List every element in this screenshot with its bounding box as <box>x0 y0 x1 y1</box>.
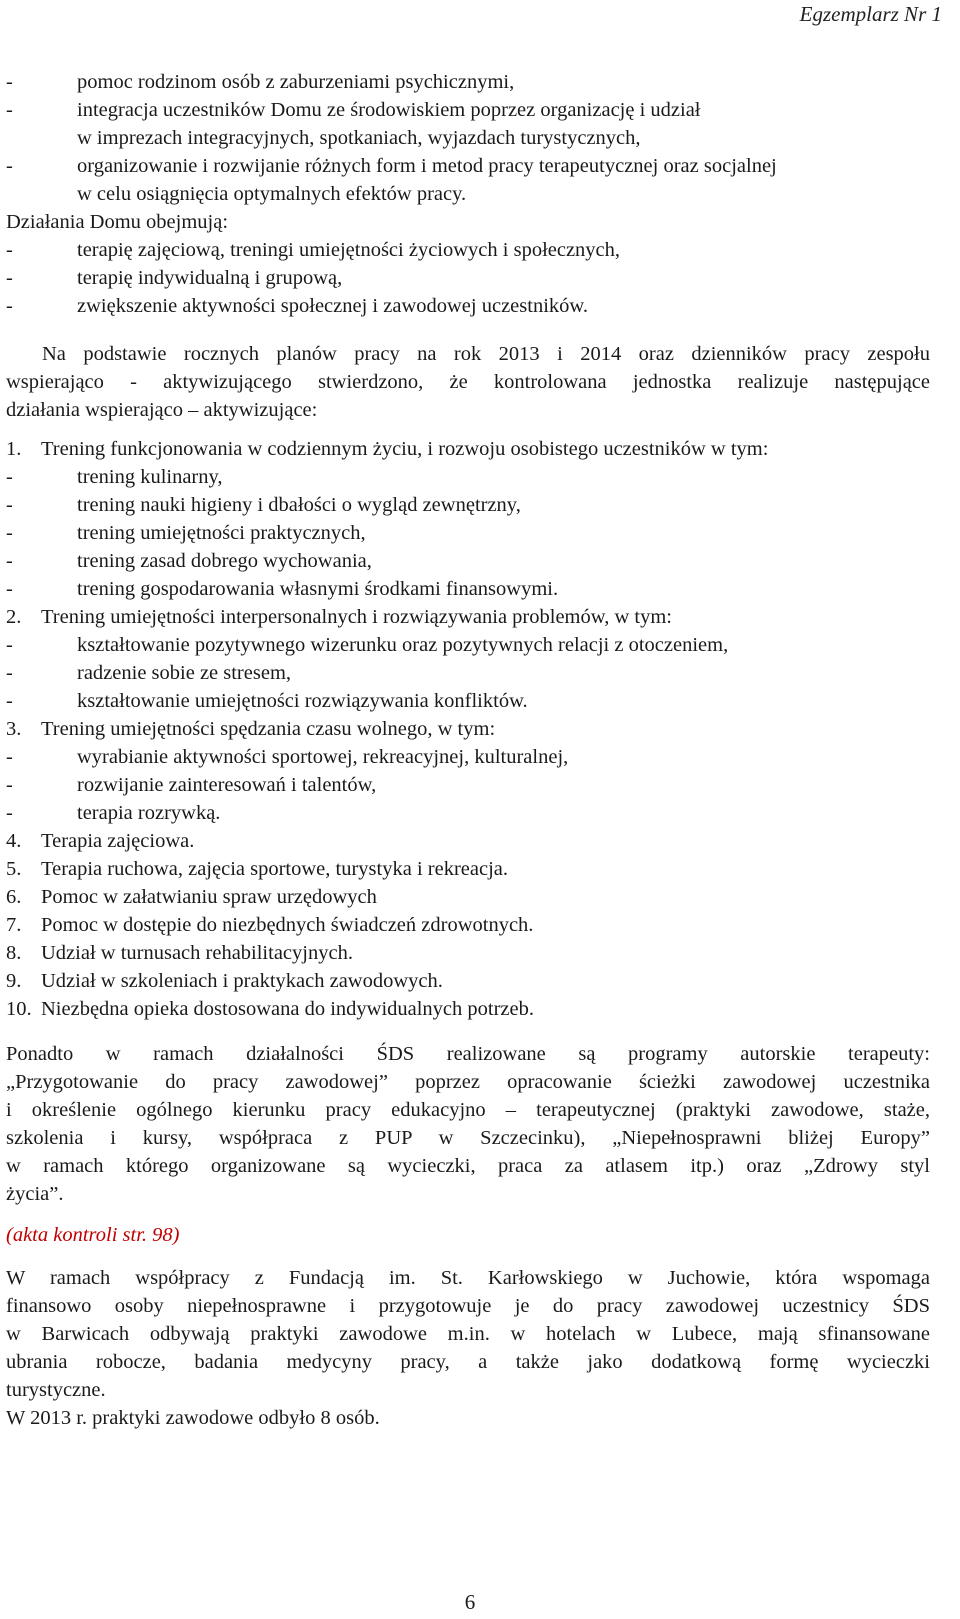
numbered-item <box>6 939 930 967</box>
list-item-text: organizowanie i rozwijanie różnych form i metod pracy terapeutycznej oraz socjalnej <box>77 155 777 177</box>
item-number: 6. <box>6 886 22 908</box>
sub-item <box>6 687 930 715</box>
item-number: 3. <box>6 718 22 740</box>
item-number: 1. <box>6 438 22 460</box>
item-number: 4. <box>6 830 22 852</box>
paragraph-line: „Przygotowanie do pracy zawodowej” poprzez opracowanie ścieżki zawodowej uczestnika <box>6 1071 930 1093</box>
item-text: Trening umiejętności interpersonalnych i rozwiązywania problemów, w tym: <box>41 606 672 628</box>
list-item-continuation: w imprezach integracyjnych, spotkaniach, wyjazdach turystycznych, <box>77 127 641 149</box>
paragraph-programs <box>6 1040 930 1208</box>
paragraph-line: działania wspierająco – aktywizujące: <box>6 399 318 421</box>
numbered-item <box>6 855 930 883</box>
paragraph-line: w ramach którego organizowane są wycieczki, praca za atlasem itp.) oraz „Zdrowy styl <box>6 1155 930 1177</box>
numbered-item <box>6 827 930 855</box>
bullet-dash: - <box>6 494 13 516</box>
bullet-dash: - <box>6 690 13 712</box>
bullet-dash: - <box>6 295 13 317</box>
item-text: Pomoc w dostępie do niezbędnych świadczeń zdrowotnych. <box>41 914 534 936</box>
sub-item-text: rozwijanie zainteresowań i talentów, <box>77 774 377 796</box>
bullet-dash: - <box>6 71 13 93</box>
list-item <box>6 292 930 320</box>
list-item-text: pomoc rodzinom osób z zaburzeniami psychicznymi, <box>77 71 515 93</box>
bullet-dash: - <box>6 578 13 600</box>
sub-item-text: trening zasad dobrego wychowania, <box>77 550 372 572</box>
paragraph-line: Na podstawie rocznych planów pracy na rok 2013 i 2014 oraz dzienników pracy zespołu <box>42 343 930 365</box>
item-number: 7. <box>6 914 22 936</box>
sub-item-text: trening gospodarowania własnymi środkami finansowymi. <box>77 578 559 600</box>
numbered-item <box>6 995 930 1023</box>
list-item <box>6 68 930 96</box>
numbered-list <box>6 435 930 1023</box>
bullet-dash: - <box>6 466 13 488</box>
list-item-text: zwiększenie aktywności społecznej i zawodowej uczestników. <box>77 295 588 317</box>
item-text: Pomoc w załatwianiu spraw urzędowych <box>41 886 377 908</box>
list-item-text: integracja uczestników Domu ze środowiskiem poprzez organizację i udział <box>77 99 701 121</box>
paragraph-line: życia”. <box>6 1183 64 1205</box>
sub-item-text: wyrabianie aktywności sportowej, rekreacyjnej, kulturalnej, <box>77 746 569 768</box>
sub-item <box>6 799 930 827</box>
item-text: Niezbędna opieka dostosowana do indywidualnych potrzeb. <box>41 998 535 1020</box>
sub-item <box>6 771 930 799</box>
item-text: Terapia ruchowa, zajęcia sportowe, turystyka i rekreacja. <box>41 858 508 880</box>
paragraph-line: turystyczne. <box>6 1379 106 1401</box>
bullet-dash: - <box>6 746 13 768</box>
sub-item <box>6 659 930 687</box>
list-item-text: terapię zajęciową, treningi umiejętności życiowych i społecznych, <box>77 239 621 261</box>
bullet-dash: - <box>6 239 13 261</box>
paragraph-line: W 2013 r. praktyki zawodowe odbyło 8 osób. <box>6 1407 380 1429</box>
sub-item-text: terapia rozrywką. <box>77 802 221 824</box>
list-item <box>6 152 930 180</box>
paragraph-line: finansowo osoby niepełnosprawne i przygotowuje je do pracy zawodowej uczestnicy ŚDS <box>6 1295 930 1317</box>
bullet-dash: - <box>6 662 13 684</box>
bullet-dash: - <box>6 267 13 289</box>
numbered-item <box>6 911 930 939</box>
paragraph-line: ubrania robocze, badania medycyny pracy, a także jako dodatkową formę wycieczki <box>6 1351 930 1373</box>
sub-item <box>6 547 930 575</box>
bullet-dash: - <box>6 550 13 572</box>
item-number: 10. <box>6 998 32 1020</box>
paragraph-plans <box>6 340 930 424</box>
item-number: 5. <box>6 858 22 880</box>
document-body <box>6 68 930 320</box>
copy-number-header: Egzemplarz Nr 1 <box>799 2 942 26</box>
sub-item-text: trening umiejętności praktycznych, <box>77 522 366 544</box>
paragraph-line: i określenie ogólnego kierunku pracy edukacyjno – terapeutycznej (praktyki zawodowe, staże, <box>6 1099 930 1121</box>
list-item-continuation: w celu osiągnięcia optymalnych efektów pracy. <box>77 183 467 205</box>
sub-item <box>6 743 930 771</box>
sub-item <box>6 575 930 603</box>
list-item-text: terapię indywidualną i grupową, <box>77 267 343 289</box>
sub-item <box>6 631 930 659</box>
numbered-item <box>6 603 930 631</box>
sub-item-text: trening kulinarny, <box>77 466 223 488</box>
item-text: Trening umiejętności spędzania czasu wolnego, w tym: <box>41 718 496 740</box>
sub-item-text: trening nauki higieny i dbałości o wygląd zewnętrzny, <box>77 494 521 516</box>
paragraph-cooperation <box>6 1264 930 1432</box>
paragraph-line: wspierająco - aktywizującego stwierdzono, że kontrolowana jednostka realizuje następujące <box>6 371 930 393</box>
bullet-dash: - <box>6 99 13 121</box>
paragraph-line: w Barwicach odbywają praktyki zawodowe m.in. w hotelach w Lubece, mają sfinansowane <box>6 1323 930 1345</box>
bullet-dash: - <box>6 522 13 544</box>
numbered-item <box>6 715 930 743</box>
item-text: Trening funkcjonowania w codziennym życiu, i rozwoju osobistego uczestników w tym: <box>41 438 769 460</box>
item-number: 9. <box>6 970 22 992</box>
item-number: 8. <box>6 942 22 964</box>
bullet-dash: - <box>6 774 13 796</box>
numbered-item <box>6 967 930 995</box>
bullet-dash: - <box>6 802 13 824</box>
list-item <box>6 264 930 292</box>
list-item <box>6 236 930 264</box>
numbered-item <box>6 883 930 911</box>
sub-item-text: radzenie sobie ze stresem, <box>77 662 292 684</box>
paragraph-line: szkolenia i kursy, współpraca z PUP w Szczecinku), „Niepełnosprawni bliżej Europy” <box>6 1127 930 1149</box>
list-item <box>6 96 930 124</box>
item-text: Udział w szkoleniach i praktykach zawodowych. <box>41 970 443 992</box>
paragraph-line: Ponadto w ramach działalności ŚDS realizowane są programy autorskie terapeuty: <box>6 1043 930 1065</box>
numbered-item <box>6 435 930 463</box>
sub-item-text: kształtowanie pozytywnego wizerunku oraz pozytywnych relacji z otoczeniem, <box>77 634 729 656</box>
item-text: Udział w turnusach rehabilitacyjnych. <box>41 942 353 964</box>
sub-item <box>6 519 930 547</box>
audit-reference: (akta kontroli str. 98) <box>6 1224 180 1246</box>
page-number: 6 <box>464 1590 476 1614</box>
item-number: 2. <box>6 606 22 628</box>
bullet-dash: - <box>6 155 13 177</box>
bullet-dash: - <box>6 634 13 656</box>
item-text: Terapia zajęciowa. <box>41 830 195 852</box>
sub-item-text: kształtowanie umiejętności rozwiązywania konfliktów. <box>77 690 528 712</box>
section-heading: Działania Domu obejmują: <box>6 211 229 233</box>
paragraph-line: W ramach współpracy z Fundacją im. St. Karłowskiego w Juchowie, która wspomaga <box>6 1267 930 1289</box>
sub-item <box>6 491 930 519</box>
sub-item <box>6 463 930 491</box>
